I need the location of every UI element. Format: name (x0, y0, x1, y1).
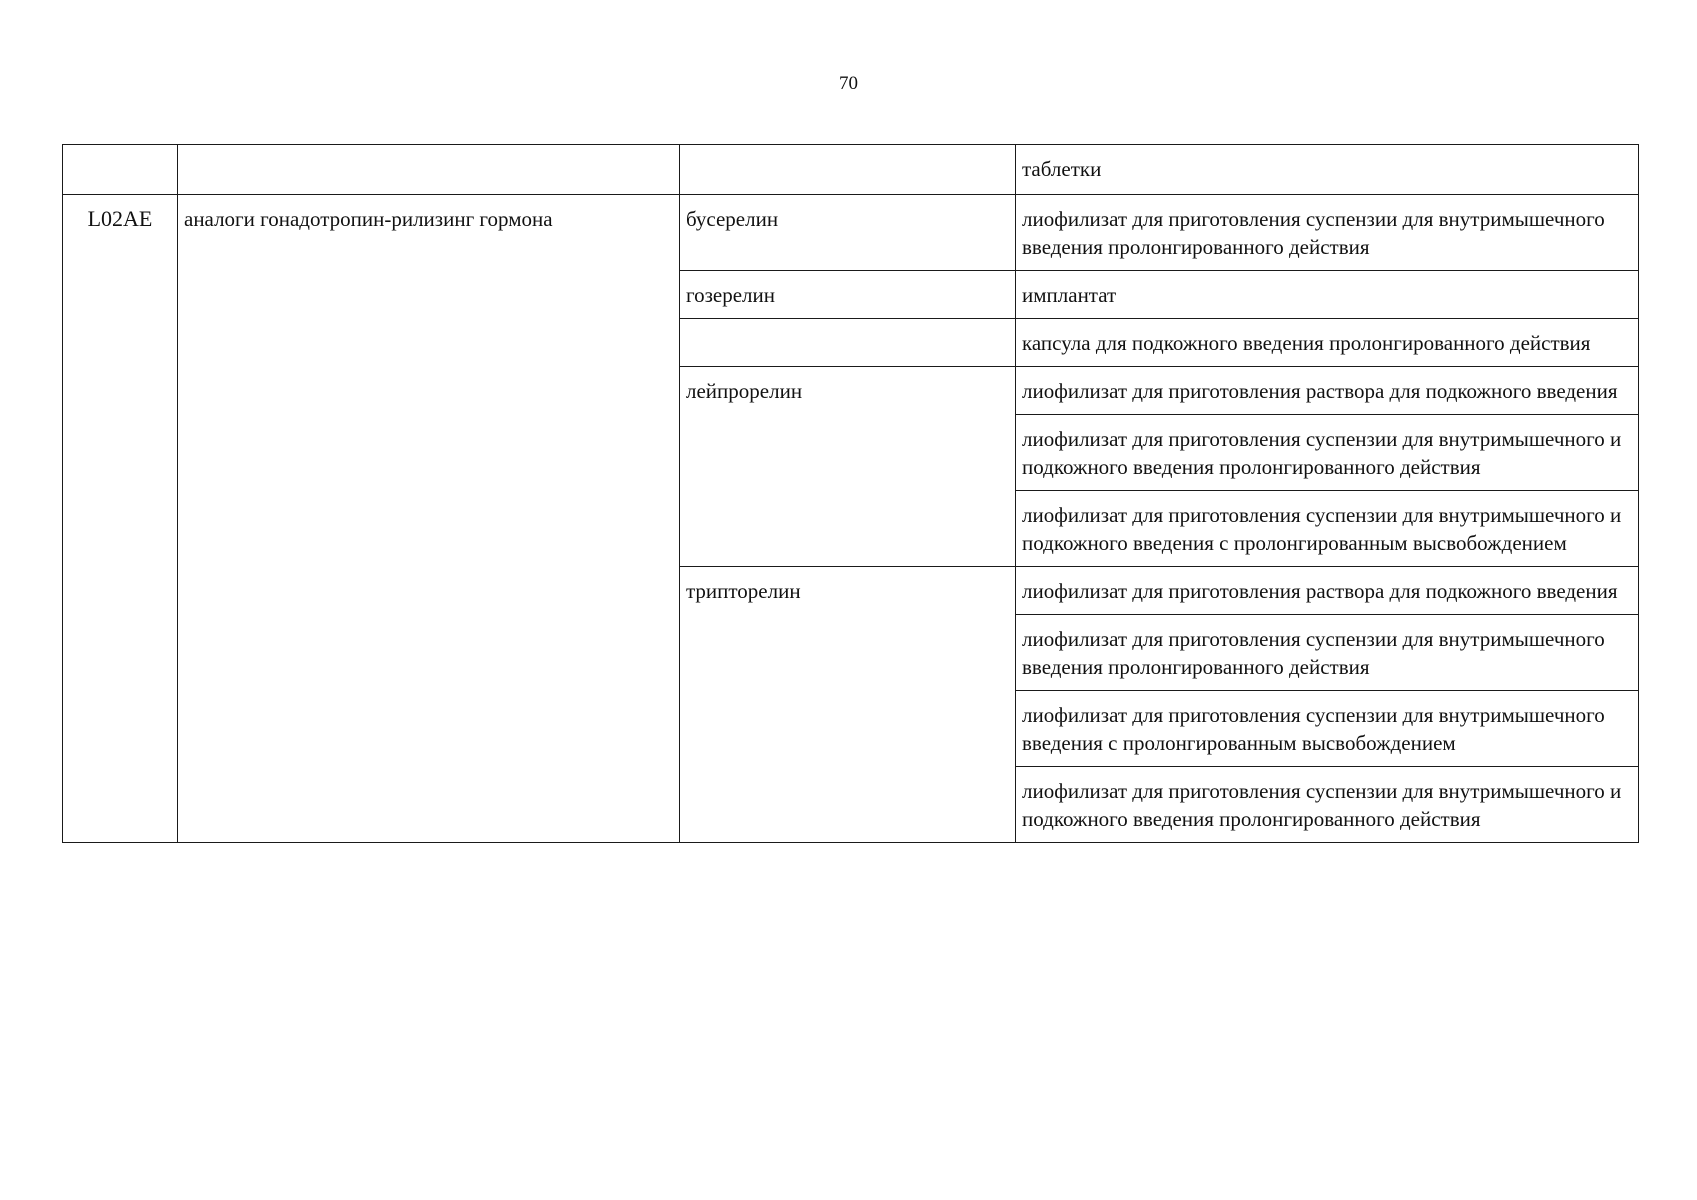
drug-name-cell: бусерелин (680, 195, 1016, 271)
dosage-form-cell: капсула для подкожного введения пролонгированного действия (1016, 319, 1639, 367)
dosage-form-cell: имплантат (1016, 271, 1639, 319)
dosage-form-cell: лиофилизат для приготовления суспензии для внутримышечного и подкожного введения пролонгированного действия (1016, 415, 1639, 491)
dosage-form-cell: лиофилизат для приготовления суспензии для внутримышечного введения пролонгированного действия (1016, 195, 1639, 271)
dosage-form-cell: лиофилизат для приготовления суспензии для внутримышечного и подкожного введения с пролонгированным высвобождением (1016, 491, 1639, 567)
dosage-form-cell: таблетки (1016, 145, 1639, 195)
page-number: 70 (839, 73, 858, 94)
dosage-form-cell: лиофилизат для приготовления раствора для подкожного введения (1016, 567, 1639, 615)
code-cell (63, 145, 178, 195)
drug-name-cell: лейпрорелин (680, 367, 1016, 567)
group-name-cell (178, 145, 680, 195)
drug-name-cell: гозерелин (680, 271, 1016, 319)
table-row (63, 195, 1639, 271)
table-row (63, 145, 1639, 195)
drug-name-cell (680, 319, 1016, 367)
drug-name-cell: трипторелин (680, 567, 1016, 843)
dosage-form-cell: лиофилизат для приготовления суспензии для внутримышечного введения пролонгированного действия (1016, 615, 1639, 691)
drug-table (62, 144, 1639, 843)
group-name-cell: аналоги гонадотропин-рилизинг гормона (178, 195, 680, 843)
atc-code-cell: L02AE (63, 195, 178, 843)
drug-name-cell (680, 145, 1016, 195)
dosage-form-cell: лиофилизат для приготовления суспензии для внутримышечного введения с пролонгированным высвобождением (1016, 691, 1639, 767)
dosage-form-cell: лиофилизат для приготовления раствора для подкожного введения (1016, 367, 1639, 415)
dosage-form-cell: лиофилизат для приготовления суспензии для внутримышечного и подкожного введения пролонгированного действия (1016, 767, 1639, 843)
